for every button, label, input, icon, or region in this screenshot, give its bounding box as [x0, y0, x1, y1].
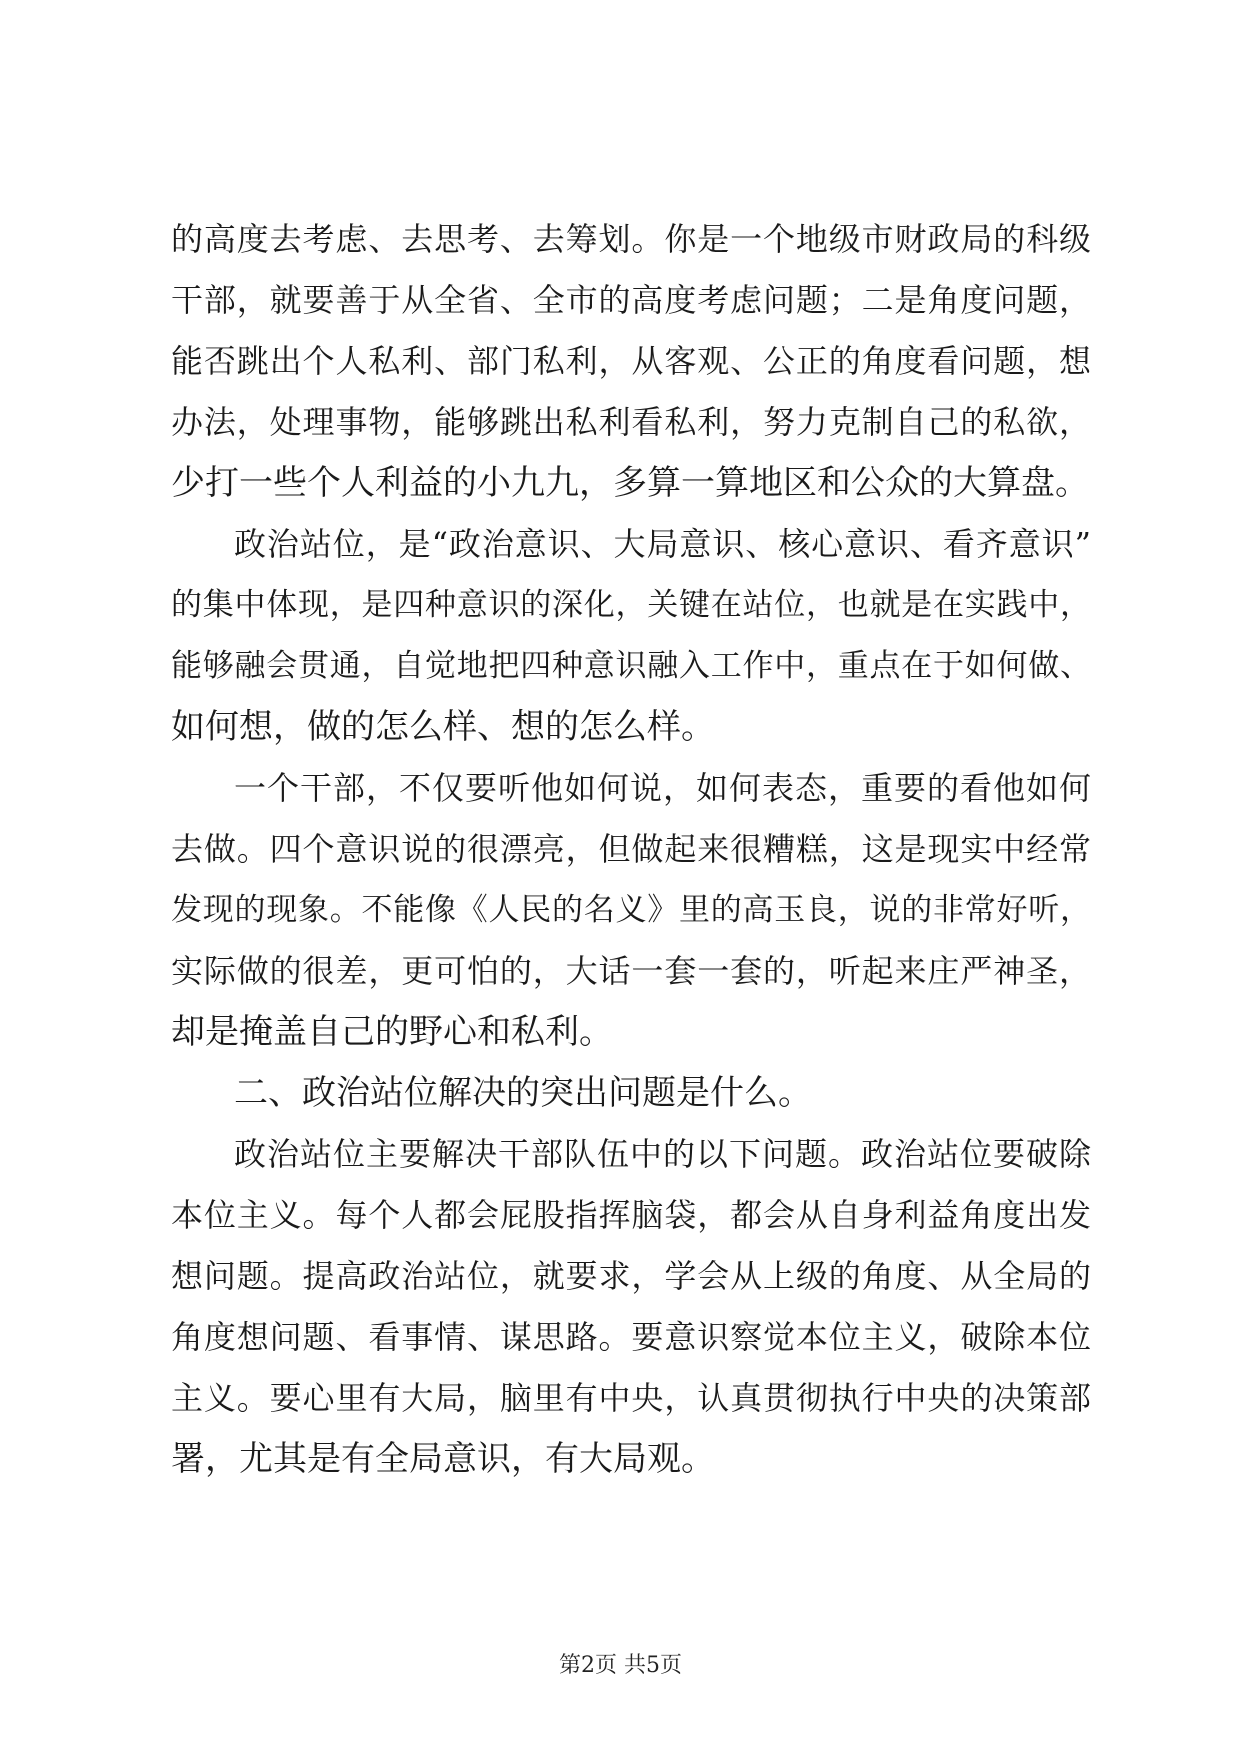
- page-number-footer: 第2页 共5页: [559, 1653, 682, 1678]
- paragraph-line: 能够融会贯通，自觉地把四种意识融入工作中，重点在于如何做、: [171, 648, 1091, 684]
- section-heading: 二、政治站位解决的突出问题是什么。: [234, 1073, 812, 1113]
- paragraph-line: 实际做的很差，更可怕的，大话一套一套的，听起来庄严神圣，: [171, 952, 1091, 990]
- paragraph-line: 一个干部，不仅要听他如何说，如何表态，重要的看他如何: [234, 769, 1091, 807]
- paragraph-line: 政治站位，是“政治意识、大局意识、核心意识、看齐意识”: [234, 525, 1091, 563]
- paragraph-line: 的集中体现，是四种意识的深化，关键在站位，也就是在实践中，: [171, 587, 1091, 623]
- paragraph-line: 如何想，做的怎么样、想的怎么样。: [171, 707, 715, 747]
- paragraph-line: 发现的现象。不能像《人民的名义》里的高玉良，说的非常好听，: [171, 892, 1091, 928]
- paragraph-line: 少打一些个人利益的小九九，多算一算地区和公众的大算盘。: [171, 463, 1089, 503]
- paragraph-line: 想问题。提高政治站位，就要求，学会从上级的角度、从全局的: [171, 1257, 1091, 1295]
- paragraph-line: 政治站位主要解决干部队伍中的以下问题。政治站位要破除: [234, 1135, 1091, 1173]
- paragraph-line: 主义。要心里有大局，脑里有中央，认真贯彻执行中央的决策部: [171, 1379, 1091, 1417]
- paragraph-line: 角度想问题、看事情、谋思路。要意识察觉本位主义，破除本位: [171, 1318, 1091, 1356]
- paragraph-line: 的高度去考虑、去思考、去筹划。你是一个地级市财政局的科级: [171, 220, 1091, 258]
- paragraph-line: 办法，处理事物，能够跳出私利看私利，努力克制自己的私欲，: [171, 403, 1091, 441]
- paragraph-line: 本位主义。每个人都会屁股指挥脑袋，都会从自身利益角度出发: [171, 1196, 1091, 1234]
- paragraph-line: 却是掩盖自己的野心和私利。: [171, 1012, 613, 1052]
- paragraph-line: 署，尤其是有全局意识，有大局观。: [171, 1439, 715, 1479]
- paragraph-line: 能否跳出个人私利、部门私利，从客观、公正的角度看问题，想: [171, 342, 1091, 380]
- paragraph-line: 去做。四个意识说的很漂亮，但做起来很糟糕，这是现实中经常: [171, 830, 1091, 868]
- paragraph-line: 干部，就要善于从全省、全市的高度考虑问题；二是角度问题，: [171, 281, 1091, 319]
